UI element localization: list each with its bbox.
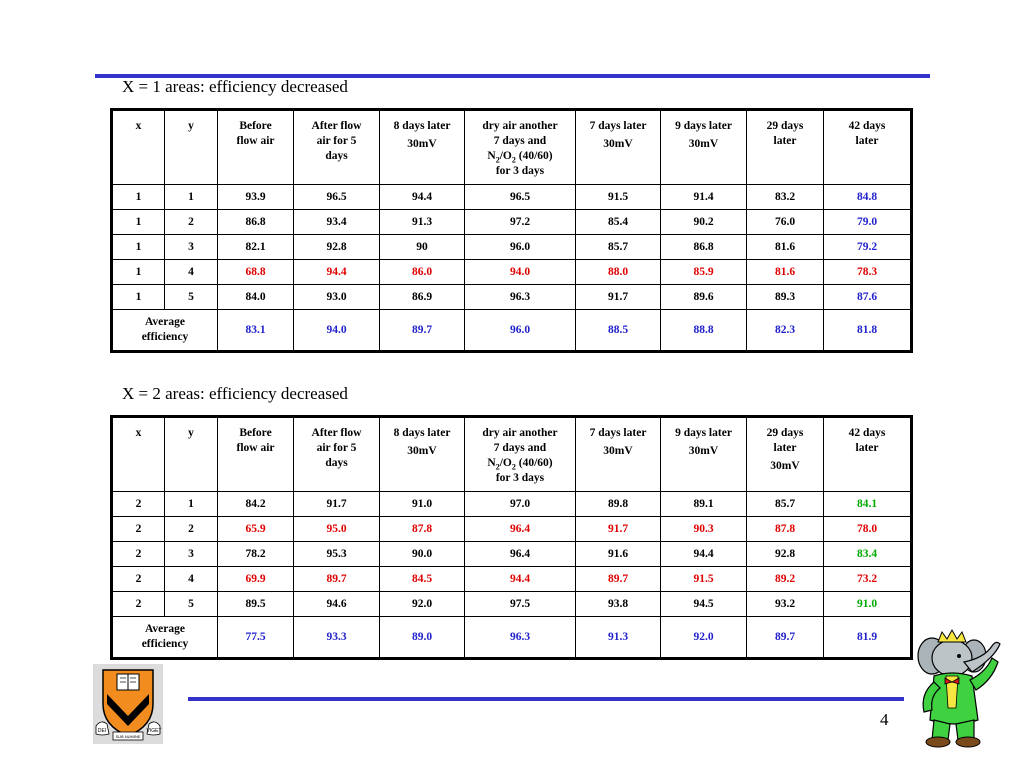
header-dry-air: dry air another 7 days and $N_2/O_2$ (40/60) for 3 days [465,110,576,185]
average-value: 89.7 [380,310,465,352]
cell-value: 83.2 [747,185,824,210]
cell-value: 86.8 [218,210,294,235]
cell-y: 2 [165,210,218,235]
cell-value: 88.0 [576,260,661,285]
cell-x: 1 [112,210,165,235]
cell-value: 96.5 [465,185,576,210]
elephant-mascot-icon [912,628,1022,750]
header-8-days: 8 days later 30mV [380,417,465,492]
header-dry-air: dry air another 7 days and $N_2/O_2$ (40/60) for 3 days [465,417,576,492]
cell-value: 79.2 [824,235,912,260]
cell-value: 85.7 [576,235,661,260]
princeton-shield-icon [93,664,163,744]
average-value: 91.3 [576,617,661,659]
cell-value: 91.7 [294,492,380,517]
cell-value: 81.6 [747,235,824,260]
cell-value: 89.3 [747,285,824,310]
cell-y: 5 [165,592,218,617]
cell-value: 85.4 [576,210,661,235]
table-row [112,492,912,517]
table-row [112,185,912,210]
cell-value: 87.8 [747,517,824,542]
cell-value: 96.3 [465,285,576,310]
cell-value: 92.8 [294,235,380,260]
header-42-days: 42 days later [824,417,912,492]
cell-value: 81.6 [747,260,824,285]
cell-value: 96.4 [465,542,576,567]
cell-value: 89.7 [294,567,380,592]
header-9-days: 9 days later 30mV [661,110,747,185]
cell-x: 2 [112,542,165,567]
header-7-days: 7 days later 30mV [576,417,661,492]
cell-value: 91.3 [380,210,465,235]
cell-value: 78.2 [218,542,294,567]
cell-value: 91.0 [824,592,912,617]
cell-x: 1 [112,260,165,285]
cell-x: 2 [112,492,165,517]
motto-mid: SUB NUMINE [115,734,141,739]
average-value: 96.0 [465,310,576,352]
cell-value: 84.2 [218,492,294,517]
header-8-days: 8 days later 30mV [380,110,465,185]
cell-value: 97.5 [465,592,576,617]
cell-value: 73.2 [824,567,912,592]
average-value: 88.5 [576,310,661,352]
average-value: 77.5 [218,617,294,659]
header-y: y [165,110,218,185]
cell-value: 96.0 [465,235,576,260]
average-label: Average efficiency [112,617,218,659]
cell-value: 96.5 [294,185,380,210]
table-row [112,210,912,235]
cell-x: 1 [112,285,165,310]
cell-value: 95.0 [294,517,380,542]
table-row [112,260,912,285]
header-29-days: 29 days later [747,110,824,185]
cell-x: 2 [112,517,165,542]
header-29-days: 29 days later 30mV [747,417,824,492]
motto-left: DEI [97,728,107,734]
cell-value: 87.8 [380,517,465,542]
cell-value: 78.0 [824,517,912,542]
cell-value: 94.4 [294,260,380,285]
cell-value: 86.0 [380,260,465,285]
section-title-x2: X = 2 areas: efficiency decreased [122,384,348,403]
average-value: 81.8 [824,310,912,352]
cell-value: 89.2 [747,567,824,592]
average-value: 83.1 [218,310,294,352]
cell-value: 89.8 [576,492,661,517]
cell-value: 94.4 [465,567,576,592]
efficiency-table-x2 [110,415,913,660]
header-x: x [112,110,165,185]
header-after: After flow air for 5 days [294,110,380,185]
cell-value: 85.9 [661,260,747,285]
cell-value: 93.4 [294,210,380,235]
cell-value: 86.9 [380,285,465,310]
cell-value: 87.6 [824,285,912,310]
section-title-x1: X = 1 areas: efficiency decreased [122,77,348,96]
cell-value: 76.0 [747,210,824,235]
cell-value: 93.2 [747,592,824,617]
header-after: After flow air for 5 days [294,417,380,492]
header-before: Before flow air [218,417,294,492]
cell-y: 3 [165,235,218,260]
table-row [112,235,912,260]
average-value: 88.8 [661,310,747,352]
cell-value: 82.1 [218,235,294,260]
cell-value: 90 [380,235,465,260]
cell-value: 84.5 [380,567,465,592]
header-x: x [112,417,165,492]
average-row [112,310,912,352]
cell-y: 4 [165,260,218,285]
cell-value: 94.5 [661,592,747,617]
cell-value: 91.0 [380,492,465,517]
cell-value: 90.0 [380,542,465,567]
average-value: 94.0 [294,310,380,352]
average-value: 89.7 [747,617,824,659]
cell-value: 93.9 [218,185,294,210]
footer-rule [188,697,904,701]
header-row [112,417,912,492]
cell-value: 84.0 [218,285,294,310]
header-42-days: 42 days later [824,110,912,185]
cell-value: 89.6 [661,285,747,310]
cell-value: 93.8 [576,592,661,617]
cell-value: 94.4 [661,542,747,567]
cell-value: 96.4 [465,517,576,542]
average-label: Average efficiency [112,310,218,352]
header-9-days: 9 days later 30mV [661,417,747,492]
cell-value: 91.5 [661,567,747,592]
header-7-days: 7 days later 30mV [576,110,661,185]
cell-y: 4 [165,567,218,592]
cell-y: 1 [165,492,218,517]
header-y: y [165,417,218,492]
cell-value: 79.0 [824,210,912,235]
cell-value: 91.4 [661,185,747,210]
cell-value: 91.6 [576,542,661,567]
cell-value: 94.4 [380,185,465,210]
table-row [112,517,912,542]
table-row [112,592,912,617]
average-value: 81.9 [824,617,912,659]
cell-value: 93.0 [294,285,380,310]
cell-value: 97.0 [465,492,576,517]
average-row [112,617,912,659]
cell-value: 92.0 [380,592,465,617]
cell-value: 65.9 [218,517,294,542]
cell-value: 90.2 [661,210,747,235]
average-value: 93.3 [294,617,380,659]
header-row [112,110,912,185]
header-before: Before flow air [218,110,294,185]
cell-value: 68.8 [218,260,294,285]
table-row [112,542,912,567]
cell-value: 97.2 [465,210,576,235]
table-row [112,285,912,310]
cell-value: 91.7 [576,517,661,542]
cell-value: 89.1 [661,492,747,517]
page-number: 4 [880,710,889,729]
table-row [112,567,912,592]
cell-y: 1 [165,185,218,210]
cell-x: 1 [112,185,165,210]
cell-value: 89.5 [218,592,294,617]
cell-value: 84.1 [824,492,912,517]
efficiency-table-x1 [110,108,913,353]
cell-value: 90.3 [661,517,747,542]
cell-y: 2 [165,517,218,542]
motto-right: VIGET [146,728,162,734]
cell-value: 83.4 [824,542,912,567]
cell-value: 85.7 [747,492,824,517]
cell-value: 95.3 [294,542,380,567]
cell-value: 91.7 [576,285,661,310]
average-value: 96.3 [465,617,576,659]
average-value: 92.0 [661,617,747,659]
cell-value: 78.3 [824,260,912,285]
cell-x: 2 [112,567,165,592]
cell-value: 94.0 [465,260,576,285]
cell-value: 86.8 [661,235,747,260]
average-value: 82.3 [747,310,824,352]
cell-x: 1 [112,235,165,260]
cell-value: 92.8 [747,542,824,567]
cell-value: 91.5 [576,185,661,210]
cell-value: 69.9 [218,567,294,592]
cell-value: 84.8 [824,185,912,210]
cell-y: 5 [165,285,218,310]
average-value: 89.0 [380,617,465,659]
cell-x: 2 [112,592,165,617]
cell-value: 89.7 [576,567,661,592]
cell-y: 3 [165,542,218,567]
cell-value: 94.6 [294,592,380,617]
